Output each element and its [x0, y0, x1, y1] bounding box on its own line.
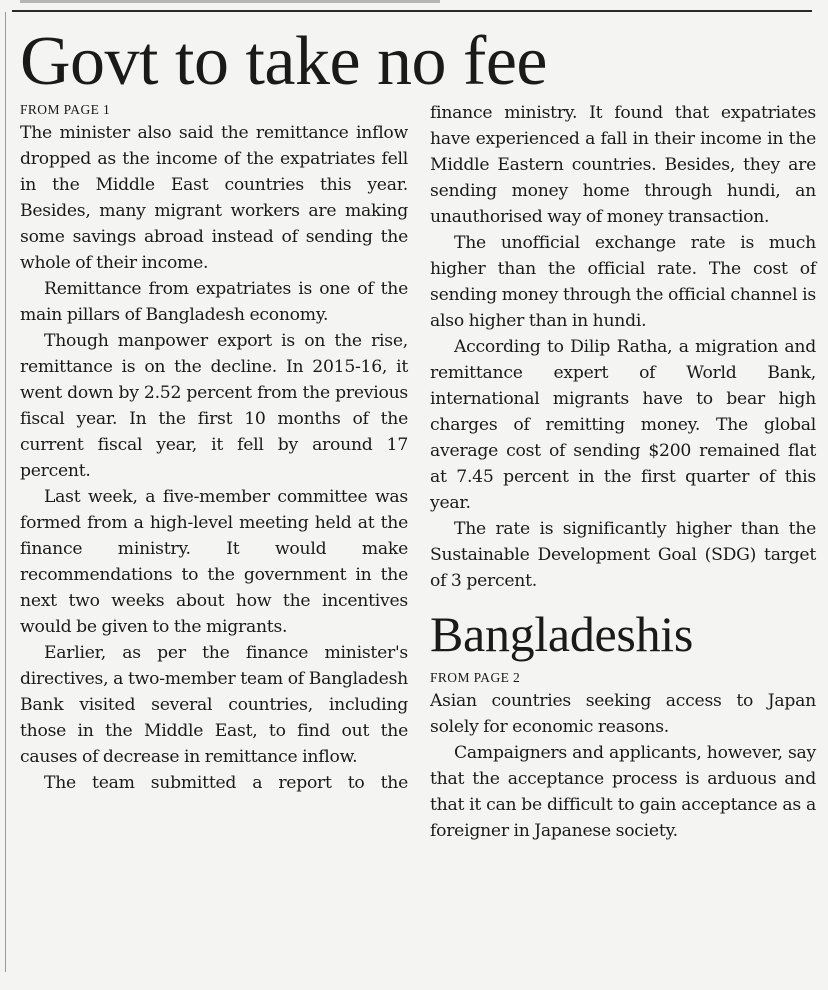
paragraph: According to Dilip Ratha, a migration and remittance expert of World Bank, international migrants have to bear high charges of remitting money. The global average cost of sending $200 remained flat at 7.45 percent in the first quarter of this year. — [430, 337, 816, 513]
paragraph: finance ministry. It found that expatriates have experienced a fall in their income in the Middle Eastern countries. Besides, they are sending money home through hundi, an unauthorised way of money transaction. — [430, 103, 816, 227]
paragraph: Asian countries seeking access to Japan solely for economic reasons. — [430, 691, 816, 737]
paragraph: Earlier, as per the finance minister's directives, a two-member team of Bangladesh Bank visited several countries, including those in the Middle East, to find out the causes of decrease in remittance inflow. — [20, 643, 408, 767]
paragraph: The unofficial exchange rate is much higher than the official rate. The cost of sending money through the official channel is also higher than in hundi. — [430, 233, 816, 331]
paragraph: Campaigners and applicants, however, say that the acceptance process is arduous and that it can be difficult to gain acceptance as a foreigner in Japanese society. — [430, 743, 816, 841]
from-page-label: FROM PAGE 1 — [20, 102, 111, 117]
top-rule — [12, 10, 812, 12]
second-headline: Bangladeshis — [430, 606, 694, 662]
from-page-label: FROM PAGE 2 — [430, 670, 521, 685]
paragraph: The minister also said the remittance inflow dropped as the income of the expatriates fell in the Middle East countries this year. Besides, many migrant workers are making some savings abroad instead of sending the whole of their income. — [20, 123, 408, 273]
paragraph: Though manpower export is on the rise, remittance is on the decline. In 2015-16, it went down by 2.52 percent from the previous fiscal year. In the first 10 months of the current fiscal year, it fell by around 17 percent. — [20, 331, 408, 481]
column-edge — [5, 12, 6, 972]
paragraph: Last week, a five-member committee was formed from a high-level meeting held at the finance ministry. It would make recommendations to the government in the next two weeks about how the incentives would be given to the migrants. — [20, 487, 408, 637]
article-left-column — [20, 100, 408, 796]
clipped-previous-text — [20, 0, 440, 3]
article-right-column — [430, 100, 816, 844]
paragraph: The rate is significantly higher than the Sustainable Development Goal (SDG) target of 3 percent. — [430, 519, 816, 591]
paragraph: The team submitted a report to the — [44, 773, 408, 793]
paragraph: Remittance from expatriates is one of the main pillars of Bangladesh economy. — [20, 279, 408, 325]
headline: Govt to take no fee — [20, 23, 547, 100]
